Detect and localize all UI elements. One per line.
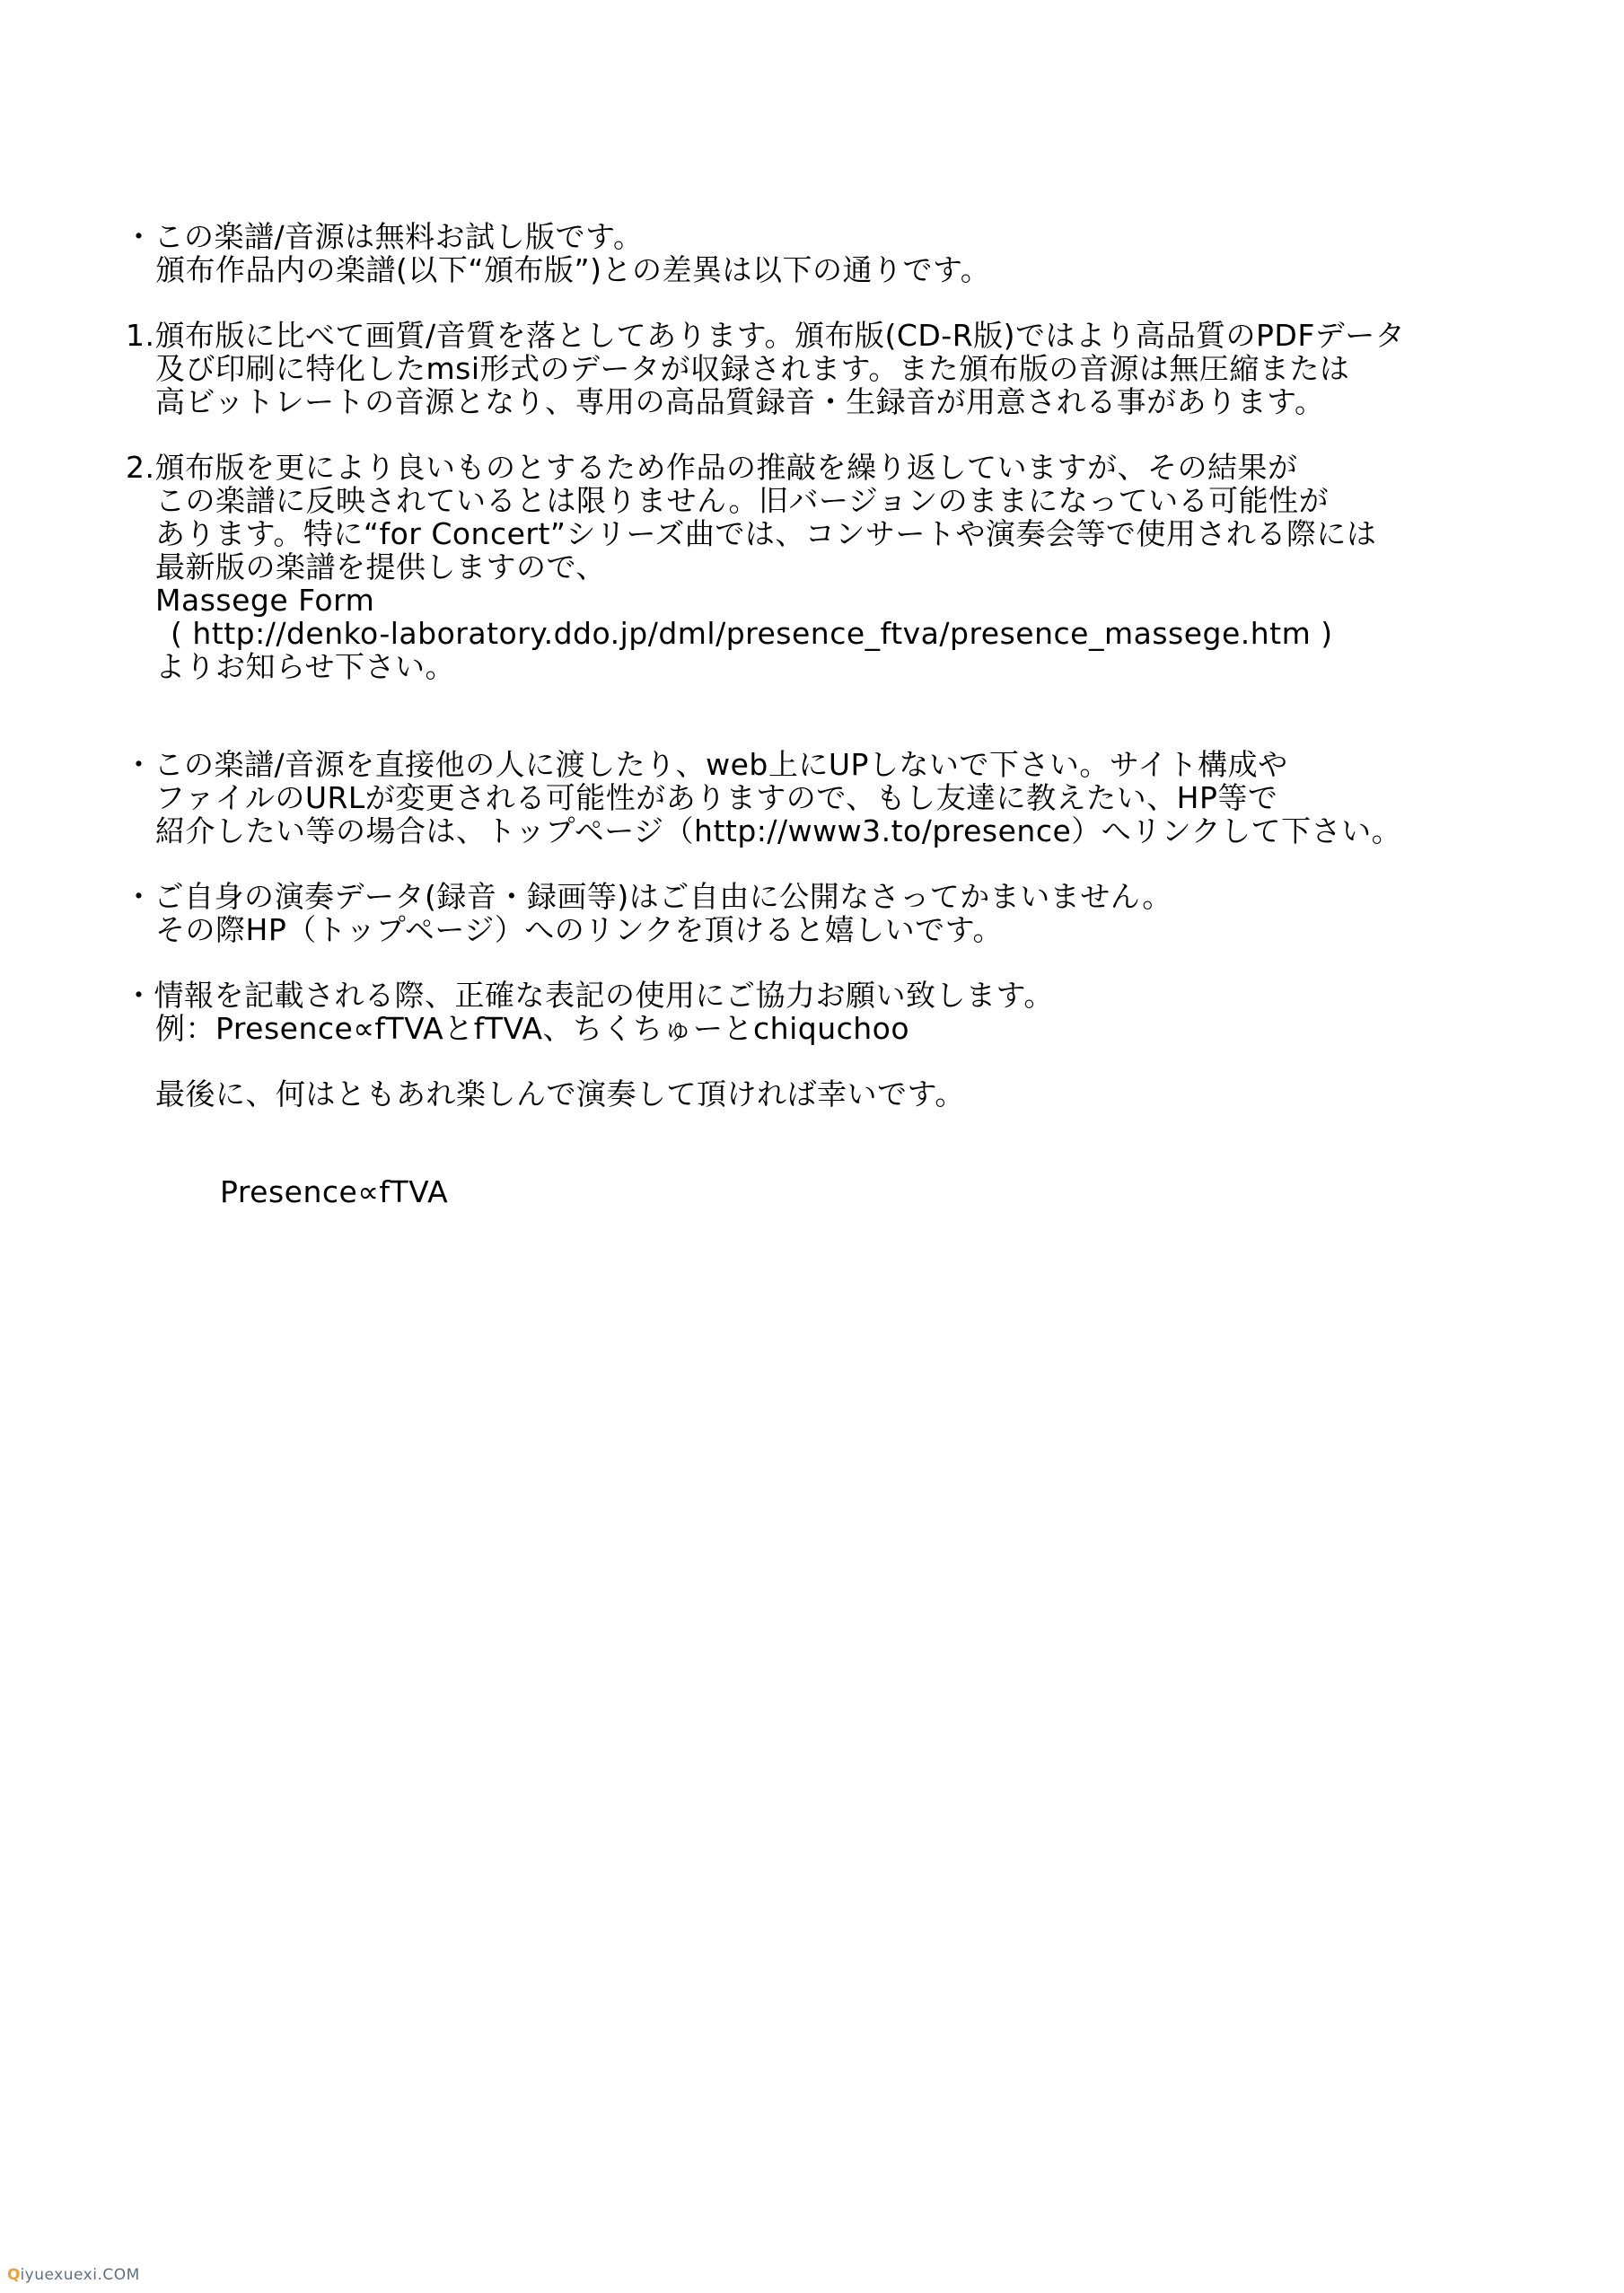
item1-line-1: 1.頒布版に比べて画質/音質を落としてあります。頒布版(CD-R版)ではより高品質のPDFデータ xyxy=(126,318,1406,353)
sharing-line-3: 紹介したい等の場合は、トップページ（http://www3.to/presence）へリンクして下さい。 xyxy=(155,813,1402,848)
performance-line-2: その際HP（トップページ）へのリンクを頂けると嬉しいです。 xyxy=(155,912,1003,947)
sharing-line-1: ・この楽譜/音源を直接他の人に渡したり、web上にUPしないで下さい。サイト構成や xyxy=(124,747,1288,782)
intro-line-2: 頒布作品内の楽譜(以下“頒布版”)との差異は以下の通りです。 xyxy=(155,252,991,287)
item2-line-1: 2.頒布版を更により良いものとするため作品の推敲を繰り返していますが、その結果が xyxy=(126,450,1298,485)
item1-line-2: 及び印刷に特化したmsi形式のデータが収録されます。また頒布版の音源は無圧縮または xyxy=(155,351,1350,386)
item2-line-7: よりお知らせ下さい。 xyxy=(155,649,456,684)
item2-line-4: 最新版の楽譜を提供しますので、 xyxy=(155,549,606,584)
site-watermark xyxy=(7,2266,140,2284)
closing-line: 最後に、何はともあれ楽しんで演奏して頂ければ幸いです。 xyxy=(155,1076,965,1111)
massege-form-label: Massege Form xyxy=(155,583,375,618)
massege-form-url: ( http://denko-laboratory.ddo.jp/dml/presence_ftva/presence_massege.htm ) xyxy=(171,616,1333,651)
signature: Presence∝fTVA xyxy=(220,1174,449,1209)
notation-line-2: 例：Presence∝fTVAとfTVA、ちくちゅーとchiquchoo xyxy=(155,1011,910,1046)
watermark-text: iyuexuexi.COM xyxy=(20,2266,140,2284)
performance-line-1: ・ご自身の演奏データ(録音・録画等)はご自由に公開なさってかまいません。 xyxy=(124,879,1172,914)
item1-line-3: 高ビットレートの音源となり、専用の高品質録音・生録音が用意される事があります。 xyxy=(155,384,1325,419)
watermark-mark: Q xyxy=(7,2266,21,2284)
item2-line-2: この楽譜に反映されているとは限りません。旧バージョンのままになっている可能性が xyxy=(155,483,1330,518)
intro-line-1: ・この楽譜/音源は無料お試し版です。 xyxy=(124,219,644,254)
item2-line-3: あります。特に“for Concert”シリーズ曲では、コンサートや演奏会等で使用される際には xyxy=(155,516,1377,551)
notation-line-1: ・情報を記載される際、正確な表記の使用にご協力お願い致します。 xyxy=(124,978,1054,1013)
sharing-line-2: ファイルのURLが変更される可能性がありますので、もし友達に教えたい、HP等で xyxy=(155,780,1278,815)
